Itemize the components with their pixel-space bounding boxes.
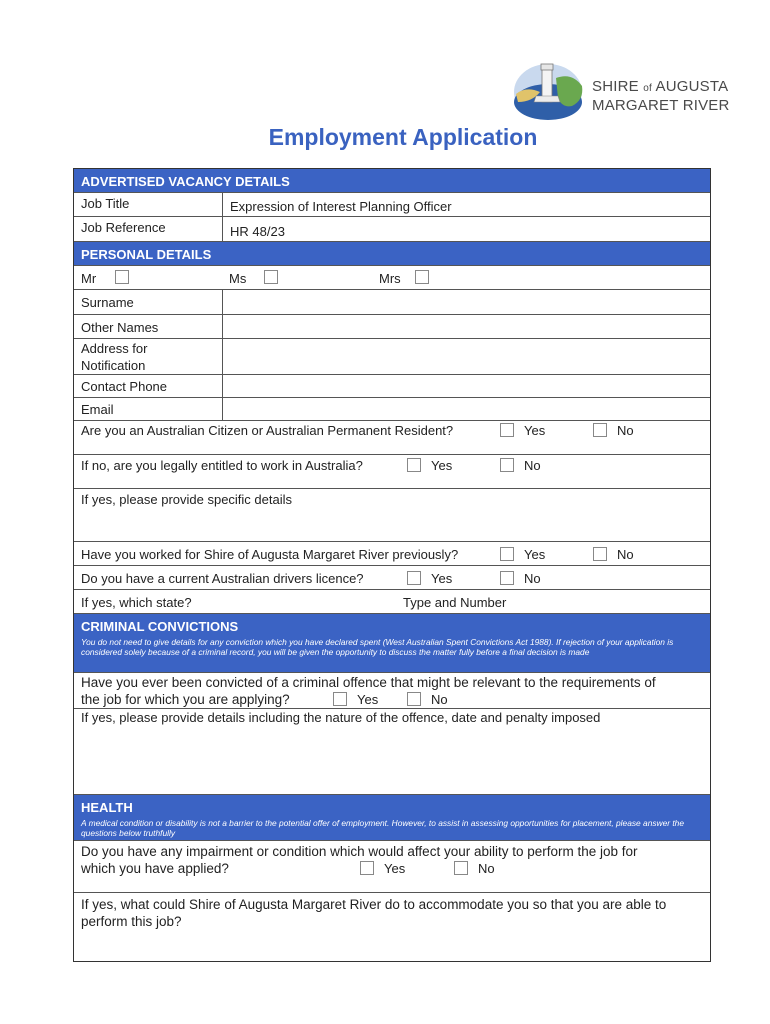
contact-phone-row: Contact Phone <box>74 375 710 398</box>
lighthouse-emblem-icon <box>512 58 590 122</box>
entitled-yes-checkbox[interactable] <box>407 458 421 472</box>
mrs-checkbox[interactable] <box>415 270 429 284</box>
mr-checkbox[interactable] <box>115 270 129 284</box>
job-title-label: Job Title <box>81 196 130 211</box>
entitled-row: If no, are you legally entitled to work in Australia? Yes No <box>74 455 710 489</box>
title-row <box>74 266 710 290</box>
shire-logo <box>512 58 734 122</box>
job-reference-field[interactable]: HR 48/23 <box>230 224 285 239</box>
criminal-details-row[interactable]: If yes, please provide details including the nature of the offence, date and penalty imposed <box>74 709 710 795</box>
citizen-yes-checkbox[interactable] <box>500 423 514 437</box>
health-no-checkbox[interactable] <box>454 861 468 875</box>
address-row: Address for Notification <box>74 339 710 375</box>
specific-details-row[interactable]: If yes, please provide specific details <box>74 489 710 542</box>
email-field[interactable] <box>223 398 710 420</box>
job-reference-label: Job Reference <box>81 220 166 235</box>
mrs-label: Mrs <box>379 271 401 286</box>
licence-yes-checkbox[interactable] <box>407 571 421 585</box>
address-field[interactable] <box>223 339 710 374</box>
citizen-no-checkbox[interactable] <box>593 423 607 437</box>
job-reference-row <box>74 217 710 242</box>
application-form <box>73 168 711 962</box>
worked-yes-checkbox[interactable] <box>500 547 514 561</box>
criminal-question-row: Have you ever been convicted of a criminal offence that might be relevant to the requirements of the job for which you are applying? Yes No <box>74 673 710 709</box>
contact-phone-field[interactable] <box>223 375 710 397</box>
other-names-row: Other Names <box>74 315 710 339</box>
health-yes-checkbox[interactable] <box>360 861 374 875</box>
surname-field[interactable] <box>223 290 710 314</box>
entitled-no-checkbox[interactable] <box>500 458 514 472</box>
email-row: Email <box>74 398 710 421</box>
other-names-field[interactable] <box>223 315 710 338</box>
mr-label: Mr <box>81 271 97 286</box>
criminal-yes-checkbox[interactable] <box>333 692 347 706</box>
ms-checkbox[interactable] <box>264 270 278 284</box>
health-question-row: Do you have any impairment or condition which would affect your ability to perform the job for which you have applied? Yes No <box>74 841 710 893</box>
job-title-field[interactable]: Expression of Interest Planning Officer <box>230 199 452 214</box>
citizen-row: Are you an Australian Citizen or Australian Permanent Resident? Yes No <box>74 421 710 455</box>
licence-no-checkbox[interactable] <box>500 571 514 585</box>
criminal-note: You do not need to give details for any conviction which you have declared spent (West Australian Spent Convictions Act 1988). If rejection of your application is considered solely because of a criminal record, you will be given the opportunity to discuss the matter fully before a final decision is made <box>74 636 710 673</box>
section-header-health: HEALTH <box>74 795 710 817</box>
page-title: Employment Application <box>268 124 538 150</box>
surname-row: Surname <box>74 290 710 315</box>
section-header-criminal: CRIMINAL CONVICTIONS <box>74 614 710 636</box>
logo-text: SHIRE of AUGUSTA MARGARET RIVER <box>592 78 730 114</box>
worked-no-checkbox[interactable] <box>593 547 607 561</box>
section-header-vacancy: ADVERTISED VACANCY DETAILS <box>74 169 710 193</box>
licence-state-row: If yes, which state? Type and Number <box>74 590 710 614</box>
health-note: A medical condition or disability is not a barrier to the potential offer of employment. However, to assist in assessing opportunities for placement, please answer the questions below truthfully <box>74 817 710 841</box>
ms-label: Ms <box>229 271 247 286</box>
worked-previously-row: Have you worked for Shire of Augusta Margaret River previously? Yes No <box>74 542 710 566</box>
job-title-row <box>74 193 710 217</box>
criminal-no-checkbox[interactable] <box>407 692 421 706</box>
health-accommodate-row[interactable]: If yes, what could Shire of Augusta Margaret River do to accommodate you so that you are able to perform this job? <box>81 897 667 929</box>
section-header-personal: PERSONAL DETAILS <box>74 242 710 266</box>
licence-row: Do you have a current Australian drivers licence? Yes No <box>74 566 710 590</box>
